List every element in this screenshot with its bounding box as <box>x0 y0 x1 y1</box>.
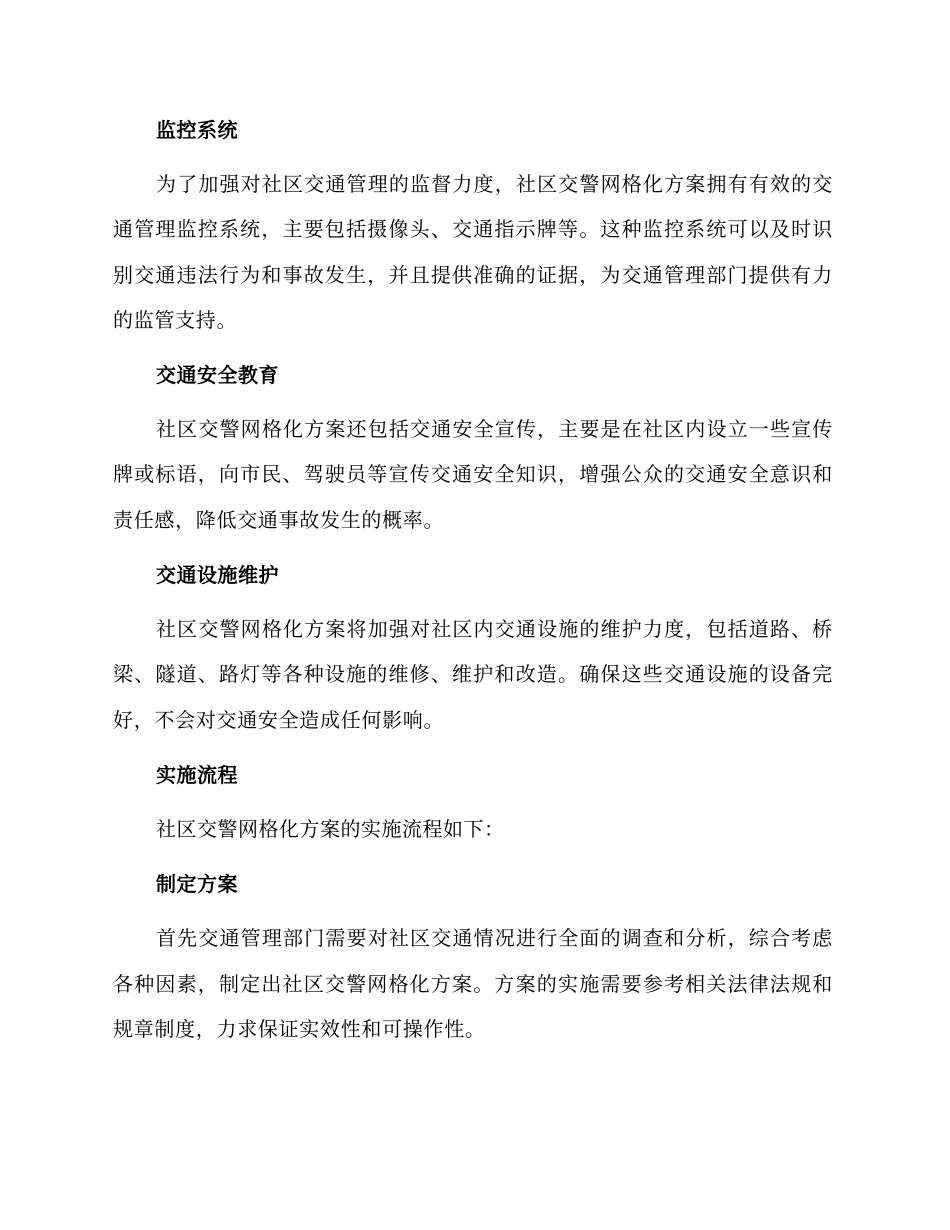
section-heading-monitoring: 监控系统 <box>156 118 238 142</box>
section-heading-formulate-plan: 制定方案 <box>156 872 238 897</box>
section-paragraph-monitoring: 为了加强对社区交通管理的监督力度，社区交警网格化方案拥有有效的交通管理监控系统，主要包括摄像头、交通指示牌等。这种监控系统可以及时识别交通违法行为和事故发生，并且提供准确的证据，为交通管理部门提供有力的监管支持。 <box>113 172 833 332</box>
section-heading-safety-education: 交通安全教育 <box>156 363 279 388</box>
section-heading-facility-maintenance: 交通设施维护 <box>156 563 279 588</box>
section-paragraph-formulate-plan: 首先交通管理部门需要对社区交通情况进行全面的调查和分析，综合考虑各种因素，制定出社区交警网格化方案。方案的实施需要参考相关法律法规和规章制度，力求保证实效性和可操作性。 <box>113 926 833 1041</box>
section-paragraph-facility-maintenance: 社区交警网格化方案将加强对社区内交通设施的维护力度，包括道路、桥梁、隧道、路灯等各种设施的维修、维护和改造。确保这些交通设施的设备完好，不会对交通安全造成任何影响。 <box>113 617 833 732</box>
section-paragraph-safety-education: 社区交警网格化方案还包括交通安全宣传，主要是在社区内设立一些宣传牌或标语，向市民、驾驶员等宣传交通安全知识，增强公众的交通安全意识和责任感，降低交通事故发生的概率。 <box>113 417 833 532</box>
document-body <box>113 108 833 1062</box>
section-heading-implementation-process: 实施流程 <box>156 762 238 787</box>
section-paragraph-implementation-process: 社区交警网格化方案的实施流程如下： <box>156 816 505 841</box>
